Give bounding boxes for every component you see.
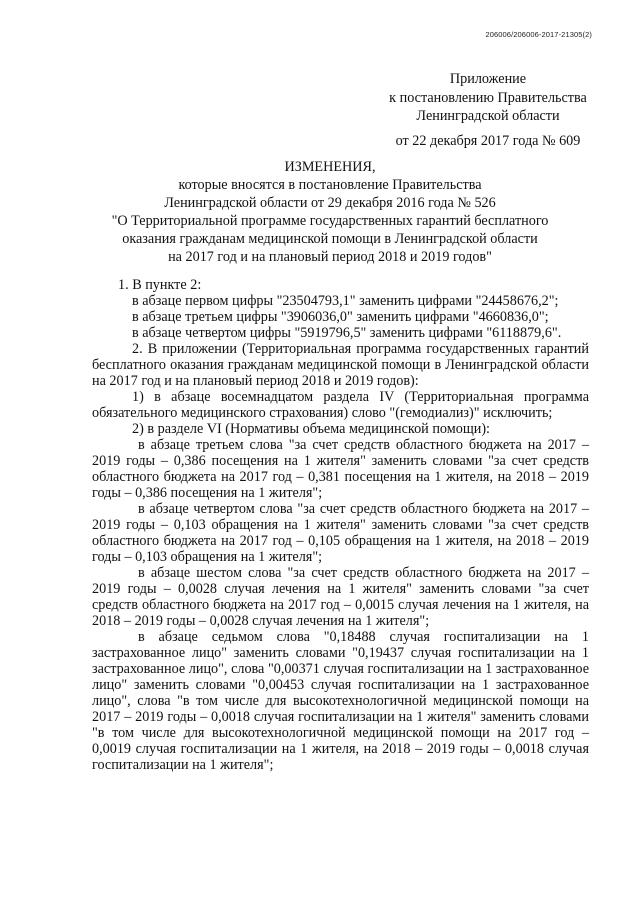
appendix-decree-ref: к постановлению Правительства: [389, 89, 587, 106]
appendix-region: Ленинградской области: [416, 108, 560, 124]
paragraph-2-2b: в абзаце четвертом слова "за счет средств областного бюджета на 2017 – 2019 годы – 0,103 обращения на 1 жителя" заменить словами "за счет средств областного бюджета на 2017 год – 0,105 обращения на 1 жителя, на 2018 – 2019 годы – 0,103 обращения на 1 жителя";: [92, 501, 589, 565]
paragraph-1b: в абзаце третьем цифры "3906036,0" заменить цифрами "4660836,0";: [132, 309, 549, 325]
paragraph-2: 2. В приложении (Территориальная программа государственных гарантий бесплатного оказания гражданам медицинской помощи в Ленинградской области на 2017 год и на плановый период 2018 и 2019 годов):: [92, 341, 589, 389]
paragraph-2-2a: в абзаце третьем слова "за счет средств областного бюджета на 2017 – 2019 годы – 0,386 посещения на 1 жителя" заменить словами "за счет средств областного бюджета на 2017 год – 0,381 посещения на 1 жителя, на 2018 – 2019 годы – 0,386 посещения на 1 жителя";: [92, 437, 589, 501]
paragraph-2-1: 1) в абзаце восемнадцатом раздела IV (Территориальная программа обязательного медицинского страхования) слово "(гемодиализ)" исключить;: [92, 389, 589, 421]
heading-line-5: на 2017 год и на плановый период 2018 и 2019 годов": [168, 249, 492, 265]
heading-line-4: оказания гражданам медицинской помощи в Ленинградской области: [122, 231, 538, 247]
paragraph-2-2c: в абзаце шестом слова "за счет средств областного бюджета на 2017 – 2019 годы – 0,0028 случая лечения на 1 жителя" заменить словами "за счет средств областного бюджета на 2017 год – 0,0015 случая лечения на 1 жителя, на 2018 – 2019 годы – 0,0028 случая лечения на 1 жителя";: [92, 565, 589, 629]
heading-line-3: "О Территориальной программе государственных гарантий бесплатного: [111, 213, 549, 229]
appendix-date: от 22 декабря 2017 года № 609: [395, 132, 581, 149]
document-heading: [80, 158, 580, 266]
document-id: 206006/206006-2017-21305(2): [485, 30, 592, 39]
heading-title: ИЗМЕНЕНИЯ,: [284, 159, 376, 175]
paragraph-2-2: 2) в разделе VI (Нормативы объема медицинской помощи):: [132, 421, 490, 437]
paragraph-2-2d: в абзаце седьмом слова "0,18488 случая госпитализации на 1 застрахованное лицо" заменить словами "0,19437 случая госпитализации на 1 застрахованное лицо", слова "0,00371 случая госпитализации на 1 застрахованное лицо" заменить словами "0,00453 случая госпитализации на 1 застрахованное лицо", слова "в том числе для высокотехнологичной медицинской помощи на 2017 – 2019 годы – 0,0018 случая госпитализации на 1 жителя" заменить словами "в том числе для высокотехнологичной медицинской помощи на 2017 год – 0,0019 случая госпитализации на 1 жителя, на 2018 – 2019 годы – 0,0018 случая госпитализации на 1 жителя";: [92, 629, 589, 773]
paragraph-1: 1. В пункте 2:: [118, 277, 202, 293]
appendix-title: Приложение: [449, 71, 527, 87]
document-body: [92, 277, 589, 773]
paragraph-1a: в абзаце первом цифры "23504793,1" заменить цифрами "24458676,2";: [132, 293, 559, 309]
heading-line-2: Ленинградской области от 29 декабря 2016 года № 526: [164, 195, 496, 211]
paragraph-1c: в абзаце четвертом цифры "5919796,5" заменить цифрами "6118879,6".: [132, 325, 562, 341]
heading-line-1: которые вносятся в постановление Правительства: [178, 177, 482, 193]
appendix-block: [368, 70, 608, 150]
